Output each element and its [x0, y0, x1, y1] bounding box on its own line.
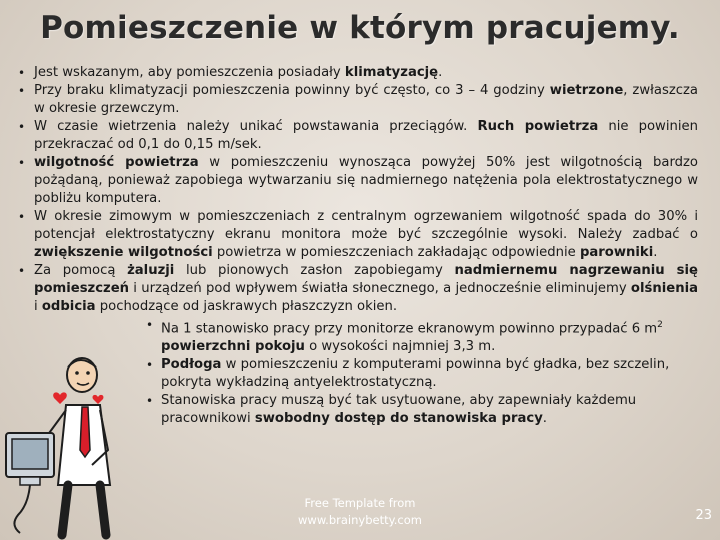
text-segment: Jest wskazanym, aby pomieszczenia posiadały	[34, 65, 345, 80]
text-segment: Stanowiska pracy muszą być tak usytuowane, aby zapewniały każdemu pracownikowi	[161, 393, 637, 427]
bold-text: powierzchni pokoju	[161, 339, 305, 355]
bold-text: olśnienia	[630, 281, 698, 296]
page-number: 23	[695, 508, 712, 523]
bold-text: zwiększenie wilgotności	[34, 245, 213, 260]
text-segment: o wysokości najmniej 3,3 m.	[304, 339, 496, 355]
text-segment: i urządzeń pod wpływem światła słonecznego, a jednocześnie eliminujemy	[129, 281, 631, 296]
bullet-item	[16, 154, 698, 208]
text-segment: powietrza w pomieszczeniach zakładając odpowiednie	[212, 245, 580, 260]
bold-text: Ruch powietrza	[477, 119, 599, 134]
sub-bullet-item	[144, 316, 698, 356]
bold-text: żaluzji	[127, 263, 175, 278]
bold-text: odbicia	[41, 299, 96, 314]
bullet-list	[16, 64, 698, 316]
bold-text: parowniki	[579, 245, 654, 260]
text-segment: W okresie zimowym w pomieszczeniach z centralnym ogrzewaniem wilgotność spada do 30% i potencjał elektrostatyczny ekranu monitora może być szczególnie wysoki. Należy zadbać o	[34, 209, 698, 242]
text-segment: lub pionowych zasłon zapobiegamy	[174, 263, 455, 278]
cartoon-man-with-monitor-illustration	[0, 355, 120, 540]
text-segment: w pomieszczeniu wynosząca powyżej 50% jest wilgotnością bardzo pożądaną, ponieważ zapobiega wytwarzaniu się nadmiernego natężenia pola elektrostatycznego w pobliżu komputera.	[34, 155, 698, 206]
bold-text: wilgotność powietrza	[34, 155, 199, 170]
bold-text: swobodny dostęp do stanowiska pracy	[254, 411, 543, 427]
text-segment: nie powinien przekraczać od 0,1 do 0,15 m/sek.	[34, 119, 698, 152]
footer-line-1: Free Template from	[304, 496, 416, 510]
footer-line-2: www.brainybetty.com	[298, 513, 422, 527]
bullet-item	[16, 208, 698, 262]
sub-bullet-item	[144, 356, 698, 392]
bullet-item	[16, 82, 698, 118]
slide-title: Pomieszczenie w którym pracujemy.	[40, 10, 680, 46]
bold-text: wietrzone	[549, 83, 624, 98]
bold-text: Podłoga	[161, 357, 222, 373]
text-segment: w pomieszczeniu z komputerami powinna być gładka, bez szczelin, pokryta wykładziną antyelektrostatyczną.	[161, 357, 670, 391]
text-segment: Za pomocą	[34, 263, 128, 278]
text-segment: Przy braku klimatyzacji pomieszczenia powinny być często, co 3 – 4 godziny	[34, 83, 550, 98]
text-segment: pochodzące od jaskrawych płaszczyzn okien.	[95, 299, 398, 314]
text-segment: .	[438, 65, 443, 80]
text-segment: i	[34, 299, 42, 314]
bold-text: nadmiernemu nagrzewaniu się pomieszczeń	[34, 263, 699, 296]
text-segment: Na 1 stanowisko pracy przy monitorze ekranowym powinno przypadać 6 m	[161, 321, 658, 337]
superscript-text: 2	[657, 320, 663, 330]
sub-bullet-item	[144, 392, 698, 428]
bullet-item	[16, 64, 698, 82]
bold-text: klimatyzację	[344, 65, 439, 80]
bullet-item	[16, 118, 698, 154]
footer-credit	[270, 495, 450, 529]
text-segment: .	[542, 411, 547, 427]
text-segment: .	[653, 245, 658, 260]
bullet-item	[16, 262, 698, 316]
text-segment: W czasie wietrzenia należy unikać powstawania przeciągów.	[34, 119, 478, 134]
text-segment: , zwłaszcza w okresie grzewczym.	[34, 83, 698, 116]
